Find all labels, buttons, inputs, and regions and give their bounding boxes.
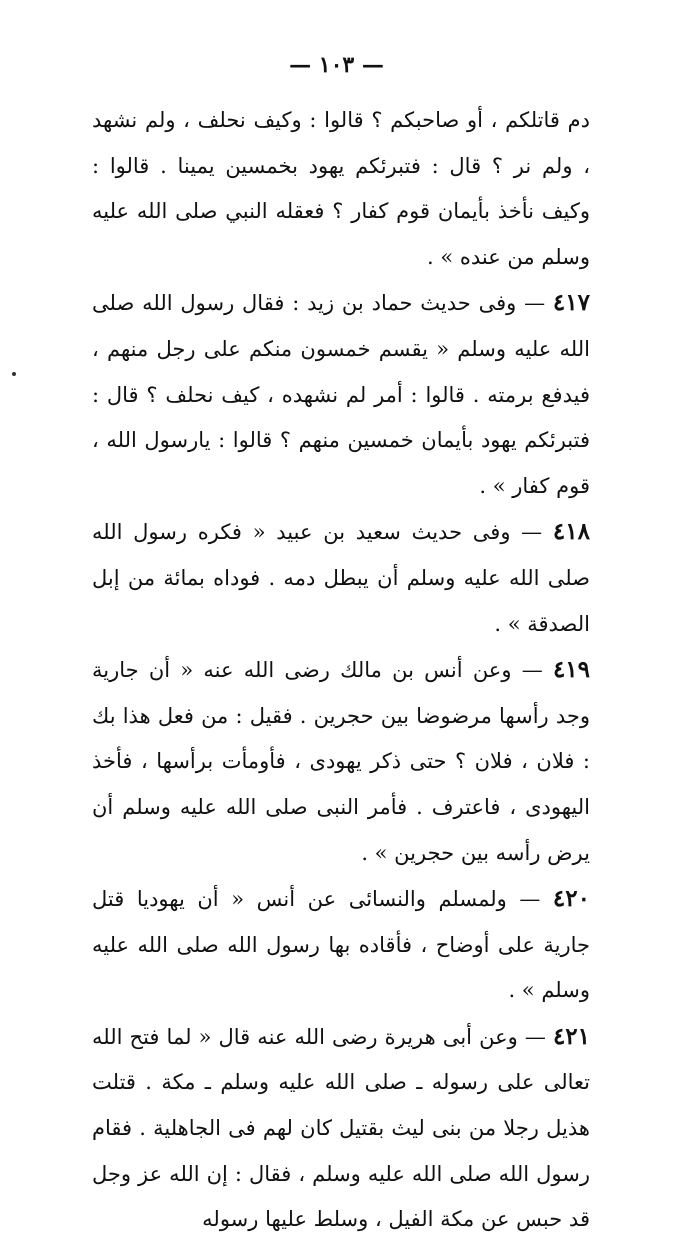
hadith-paragraph [92, 647, 590, 876]
page-number: — ١٠٣ — [289, 52, 384, 78]
hadith-number: ٤١٩ [552, 656, 590, 684]
hadith-number: ٤٢٠ [552, 885, 590, 913]
hadith-paragraph [92, 1014, 590, 1243]
paragraph-text: — وعن أبى هريرة رضى الله عنه قال « لما فتح الله تعالى على رسوله ـ صلى الله عليه وسلم ـ مكة . قتلت هذيل رجلا من بنى ليث بقتيل كان لهم فى الجاهلية . فقام رسول الله صلى الله عليه وسلم ، فقال : إن الله عز وجل قد حبس عن مكة الفيل ، وسلط عليها رسوله [92, 1024, 590, 1232]
scan-speck [12, 372, 16, 376]
paragraph-text: دم قاتلكم ، أو صاحبكم ؟ قالوا : وكيف نحلف ، ولم نشهد ، ولم نر ؟ قال : فتبرئكم يهود بخمسين يمينا . قالوا : وكيف نأخذ بأيمان قوم كفار ؟ فعقله النبي صلى الله عليه وسلم من عنده » . [92, 108, 590, 269]
hadith-paragraph [92, 280, 590, 509]
hadith-number: ٤١٧ [552, 289, 590, 317]
paragraph-text: — وفى حديث حماد بن زيد : فقال رسول الله صلى الله عليه وسلم « يقسم خمسون منكم على رجل منهم ، فيدفع برمته . قالوا : أمر لم نشهده ، كيف نحلف ؟ قال : فتبرئكم يهود بأيمان خمسين منهم ؟ قالوا : يارسول الله ، قوم كفار » . [92, 291, 590, 498]
hadith-number: ٤١٨ [552, 518, 590, 546]
page-body [92, 98, 590, 1243]
paragraph-text: — ولمسلم والنسائى عن أنس « أن يهوديا قتل جارية على أوضاح ، فأقاده بها رسول الله صلى الله عليه وسلم » . [92, 887, 590, 1003]
paragraph-continuation [92, 98, 590, 280]
hadith-paragraph [92, 509, 590, 647]
paragraph-text: — وفى حديث سعيد بن عبيد « فكره رسول الله صلى الله عليه وسلم أن يبطل دمه . فوداه بمائة من إبل الصدقة » . [92, 520, 590, 636]
hadith-paragraph [92, 876, 590, 1014]
hadith-number: ٤٢١ [552, 1022, 590, 1050]
paragraph-text: — وعن أنس بن مالك رضى الله عنه « أن جارية وجد رأسها مرضوضا بين حجرين . فقيل : من فعل هذا بك : فلان ، فلان ؟ حتى ذكر يهودى ، فأومأت برأسها ، فأخذ اليهودى ، فاعترف . فأمر النبى صلى الله عليه وسلم أن يرض رأسه بين حجرين » . [92, 658, 590, 865]
